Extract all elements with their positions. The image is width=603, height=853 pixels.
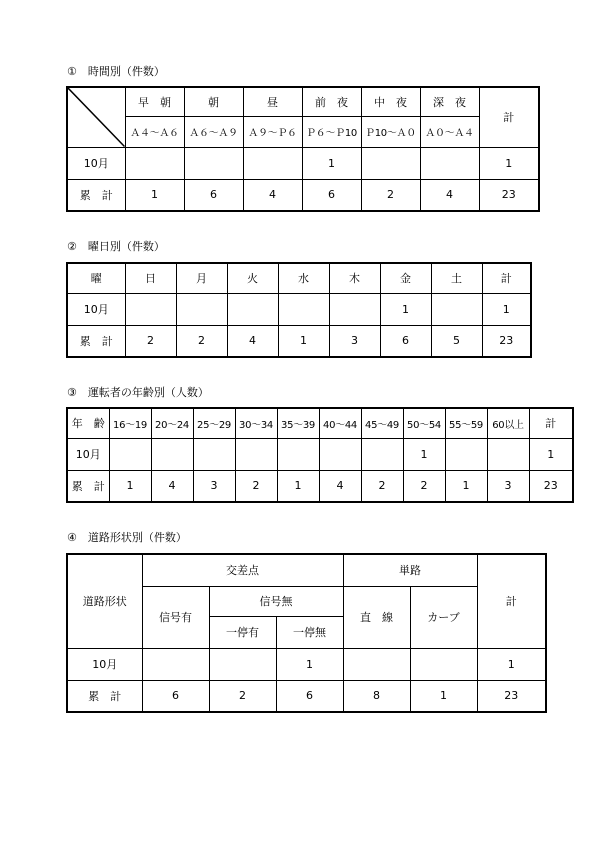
age-header: 年 齢	[67, 408, 109, 438]
cell	[151, 438, 193, 470]
total-cell: 1	[482, 293, 531, 325]
period-range: Ａ６～Ａ９	[184, 116, 243, 147]
cell	[109, 438, 151, 470]
age-header: 20～24	[151, 408, 193, 438]
age-header: 60以上	[487, 408, 529, 438]
cell: 6	[142, 680, 209, 712]
cell	[243, 147, 302, 179]
age-header: 55～59	[445, 408, 487, 438]
section2-title: ② 曜日別（件数）	[67, 240, 165, 253]
cell: 4	[151, 470, 193, 502]
age-table	[66, 407, 574, 503]
time-table	[66, 86, 540, 212]
diagonal-line	[68, 88, 125, 147]
cell	[227, 293, 278, 325]
period-name: 前 夜	[302, 87, 361, 116]
row-label: 累 計	[67, 179, 125, 211]
cell: 3	[193, 470, 235, 502]
cell: 2	[361, 179, 420, 211]
no-stop-header: 一停無	[276, 616, 343, 648]
cell: 1	[278, 325, 329, 357]
cell	[361, 438, 403, 470]
period-range: Ａ４～Ａ６	[125, 116, 184, 147]
road-shape-table	[66, 553, 547, 713]
total-cell: 1	[529, 438, 573, 470]
straight-header: 直 線	[343, 586, 410, 648]
total-cell: 23	[479, 179, 539, 211]
cell	[431, 293, 482, 325]
cell: 5	[431, 325, 482, 357]
cell: 2	[125, 325, 176, 357]
age-header: 45～49	[361, 408, 403, 438]
row-label: 累 計	[67, 325, 125, 357]
cell: 2	[235, 470, 277, 502]
total-header: 計	[482, 263, 531, 293]
cell: 1	[125, 179, 184, 211]
curve-header: カーブ	[410, 586, 477, 648]
row-label: 10月	[67, 438, 109, 470]
signal-header: 信号有	[142, 586, 209, 648]
period-name: 深 夜	[420, 87, 479, 116]
weekday-header: 火	[227, 263, 278, 293]
row-label: 累 計	[67, 680, 142, 712]
cell	[343, 648, 410, 680]
total-header: 計	[479, 87, 539, 147]
intersection-header: 交差点	[142, 554, 343, 586]
cell: 3	[329, 325, 380, 357]
weekday-header: 月	[176, 263, 227, 293]
cell: 6	[276, 680, 343, 712]
period-range: Ａ０～Ａ４	[420, 116, 479, 147]
weekday-header: 金	[380, 263, 431, 293]
cell	[361, 147, 420, 179]
cell: 4	[227, 325, 278, 357]
cell: 4	[420, 179, 479, 211]
weekday-header: 曜	[67, 263, 125, 293]
cell: 2	[176, 325, 227, 357]
cell: 1	[410, 680, 477, 712]
weekday-table	[66, 262, 532, 358]
weekday-header: 土	[431, 263, 482, 293]
weekday-header: 木	[329, 263, 380, 293]
age-header: 40～44	[319, 408, 361, 438]
cell: 2	[403, 470, 445, 502]
row-label: 10月	[67, 147, 125, 179]
total-header: 計	[529, 408, 573, 438]
cell: 1	[380, 293, 431, 325]
period-name: 昼	[243, 87, 302, 116]
section4-title: ④ 道路形状別（件数）	[67, 531, 187, 544]
road-shape-header: 道路形状	[67, 554, 142, 648]
cell: 1	[276, 648, 343, 680]
age-header: 50～54	[403, 408, 445, 438]
period-name: 中 夜	[361, 87, 420, 116]
period-range: Ｐ10～Ａ０	[361, 116, 420, 147]
cell: 4	[319, 470, 361, 502]
row-label: 10月	[67, 648, 142, 680]
cell	[277, 438, 319, 470]
cell: 6	[302, 179, 361, 211]
cell	[487, 438, 529, 470]
total-header: 計	[477, 554, 546, 648]
total-cell: 23	[529, 470, 573, 502]
cell	[329, 293, 380, 325]
cell: 3	[487, 470, 529, 502]
row-label: 累 計	[67, 470, 109, 502]
period-name: 早 朝	[125, 87, 184, 116]
section1-title: ① 時間別（件数）	[67, 65, 165, 78]
weekday-header: 水	[278, 263, 329, 293]
cell	[445, 438, 487, 470]
cell	[235, 438, 277, 470]
age-header: 16～19	[109, 408, 151, 438]
row-label: 10月	[67, 293, 125, 325]
cell	[125, 293, 176, 325]
cell	[209, 648, 276, 680]
cell: 1	[302, 147, 361, 179]
cell: 6	[380, 325, 431, 357]
cell	[278, 293, 329, 325]
cell: 2	[361, 470, 403, 502]
age-header: 25～29	[193, 408, 235, 438]
section3-title: ③ 運転者の年齢別（人数）	[67, 386, 209, 399]
cell: 2	[209, 680, 276, 712]
stop-header: 一停有	[209, 616, 276, 648]
period-range: Ａ９～Ｐ６	[243, 116, 302, 147]
total-cell: 23	[482, 325, 531, 357]
age-header: 30～34	[235, 408, 277, 438]
cell: 1	[403, 438, 445, 470]
diagonal-header-cell	[67, 87, 125, 147]
total-cell: 23	[477, 680, 546, 712]
period-name: 朝	[184, 87, 243, 116]
no-signal-header: 信号無	[209, 586, 343, 616]
cell	[193, 438, 235, 470]
age-header: 35～39	[277, 408, 319, 438]
cell	[125, 147, 184, 179]
cell: 6	[184, 179, 243, 211]
single-road-header: 単路	[343, 554, 477, 586]
cell	[176, 293, 227, 325]
cell: 4	[243, 179, 302, 211]
total-cell: 1	[479, 147, 539, 179]
cell	[184, 147, 243, 179]
cell: 1	[277, 470, 319, 502]
cell: 8	[343, 680, 410, 712]
cell	[142, 648, 209, 680]
cell	[420, 147, 479, 179]
cell	[410, 648, 477, 680]
cell: 1	[109, 470, 151, 502]
cell: 1	[445, 470, 487, 502]
cell	[319, 438, 361, 470]
weekday-header: 日	[125, 263, 176, 293]
total-cell: 1	[477, 648, 546, 680]
period-range: Ｐ６～Ｐ10	[302, 116, 361, 147]
